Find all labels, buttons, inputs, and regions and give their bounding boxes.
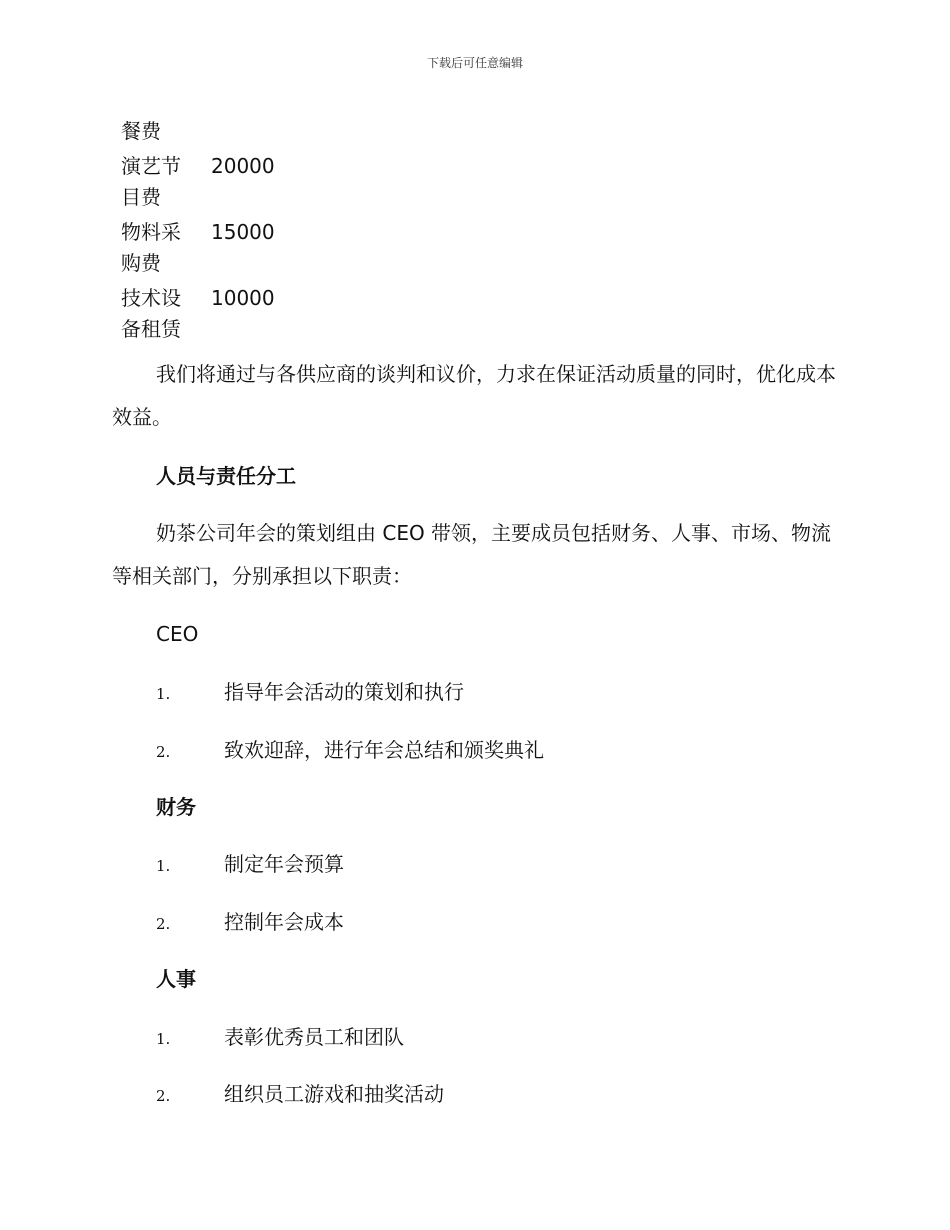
finance-heading: 财务 xyxy=(156,795,196,819)
budget-item: 演艺节目费 xyxy=(121,154,181,209)
budget-item: 物料采购费 xyxy=(121,220,181,275)
list-text: 制定年会预算 xyxy=(224,852,344,876)
hr-heading: 人事 xyxy=(156,967,196,991)
budget-row xyxy=(121,217,275,279)
budget-item: 餐费 xyxy=(121,119,161,143)
budget-amount: 15000 xyxy=(211,220,275,244)
list-number: 2. xyxy=(156,915,171,933)
budget-item: 技术设备租赁 xyxy=(121,286,181,341)
team-intro-paragraph: 奶茶公司年会的策划组由 CEO 带领，主要成员包括财务、人事、市场、物流等相关部门，分别承担以下职责： xyxy=(112,521,832,588)
list-item xyxy=(156,736,544,766)
list-item xyxy=(156,850,344,880)
list-item xyxy=(156,1080,444,1110)
list-text: 组织员工游戏和抽奖活动 xyxy=(224,1082,444,1106)
list-text: 指导年会活动的策划和执行 xyxy=(224,680,464,704)
list-number: 2. xyxy=(156,1087,171,1105)
budget-row xyxy=(121,151,275,213)
list-number: 2. xyxy=(156,743,171,761)
list-number: 1. xyxy=(156,685,171,703)
list-text: 表彰优秀员工和团队 xyxy=(224,1025,404,1049)
list-number: 1. xyxy=(156,857,171,875)
list-text: 致欢迎辞，进行年会总结和颁奖典礼 xyxy=(224,738,544,762)
list-number: 1. xyxy=(156,1030,171,1048)
cost-note-paragraph: 我们将通过与各供应商的谈判和议价，力求在保证活动质量的同时，优化成本效益。 xyxy=(112,362,836,429)
list-item xyxy=(156,678,464,708)
list-text: 控制年会成本 xyxy=(224,910,344,934)
staff-section-heading: 人员与责任分工 xyxy=(156,464,296,488)
list-item xyxy=(156,1023,404,1053)
header-note: 下载后可任意编辑 xyxy=(426,56,523,70)
budget-amount: 20000 xyxy=(211,154,275,178)
budget-table xyxy=(121,116,275,345)
budget-row xyxy=(121,116,275,147)
budget-amount: 10000 xyxy=(211,286,275,310)
budget-row xyxy=(121,283,275,345)
ceo-heading: CEO xyxy=(156,622,199,646)
list-item xyxy=(156,908,344,938)
